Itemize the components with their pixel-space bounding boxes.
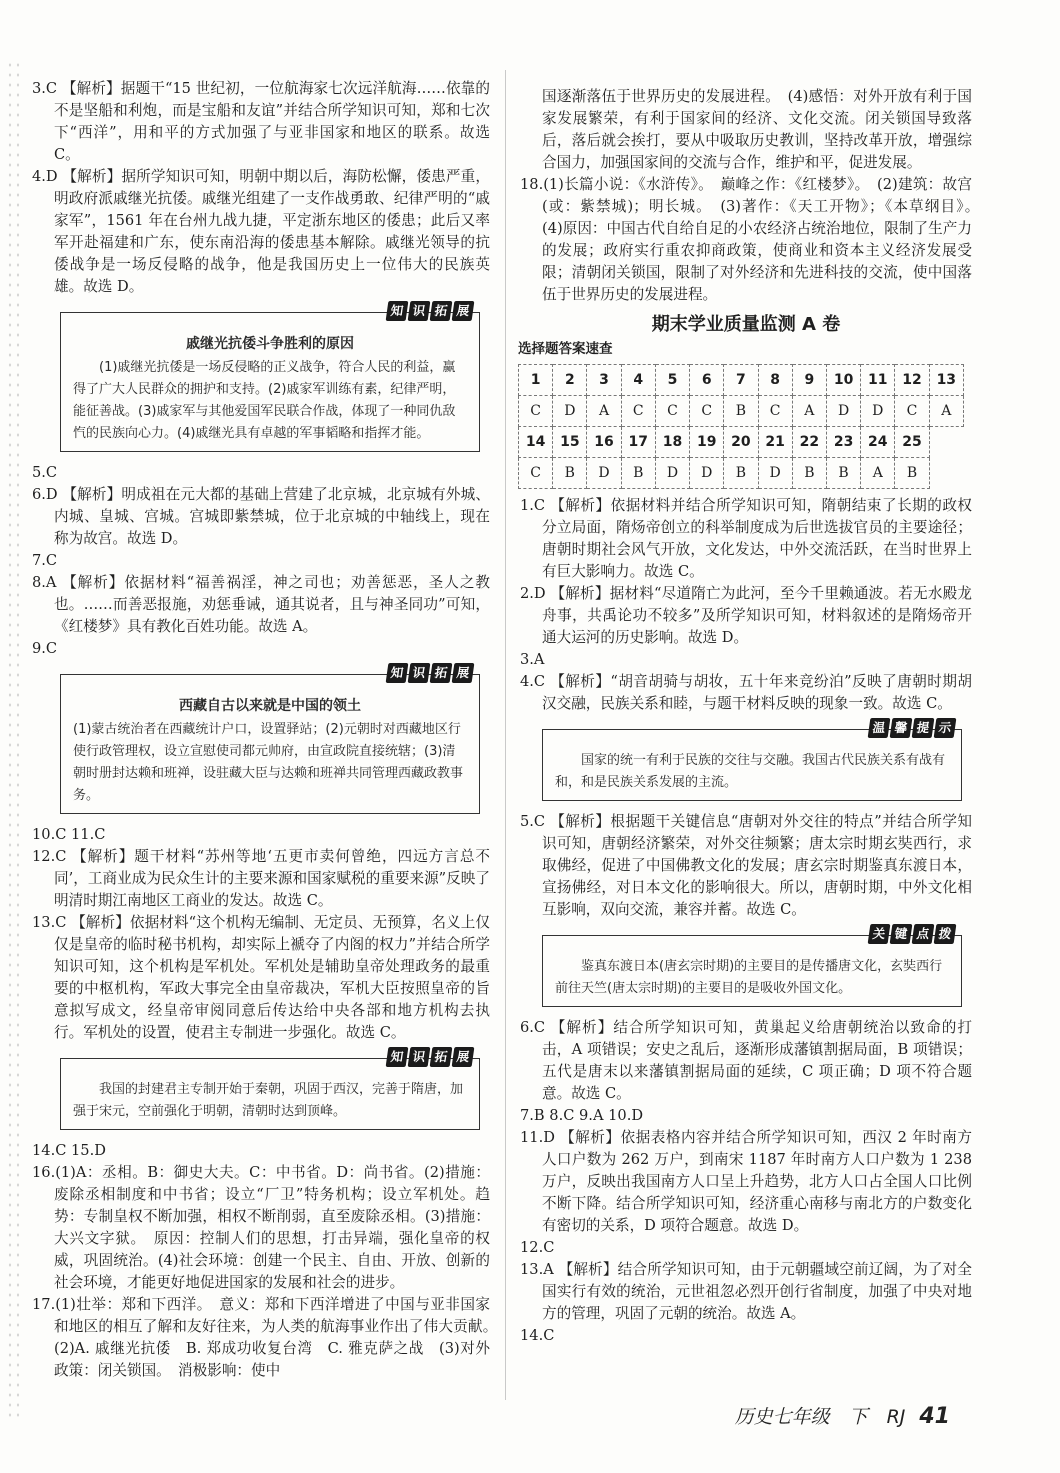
box-text: (1)蒙古统治者在西藏统计户口，设置驿站；(2)元朝时对西藏地区行使行政管理权，设立宣慰使司都元帅府，由宣政院直接统辖；(3)清朝时册封达赖和班禅，设驻藏大臣与达赖和班禅共同管理西藏政教事务。: [73, 722, 464, 803]
answer-key-letters-row-2: C B D B D D B D B B A B: [519, 458, 964, 489]
answer-key-title: 选择题答案速查: [518, 341, 613, 357]
page-number: 41: [919, 1404, 950, 1429]
answer-a6: 6.C 【解析】结合所学知识可知，黄巢起义给唐朝统治以致命的打击，A 项错误；安史之乱后，逐渐形成藩镇割据局面，B 项错误；五代是唐末以来藩镇割据局面的延续，C 项正确；D 项不符合题意。故选 C。: [520, 1019, 972, 1102]
box-title: 西藏自古以来就是中国的领土: [179, 698, 361, 714]
answer-key-numbers-row-2: 14 15 16 17 18 19 20 21 22 23 24 25: [519, 427, 964, 458]
answer-a1: 1.C 【解析】依据材料并结合所学知识可知，隋朝结束了长期的政权分立局面，隋炀帝创立的科举制度成为后世选拔官员的主要途径；唐朝时期社会风气开放，文化发达，中外交流活跃，在当时世界上有巨大影响力。故选 C。: [520, 497, 972, 580]
box-badge: 关 键 点 拨: [869, 924, 955, 944]
right-column: [518, 86, 987, 1347]
answer-a14: 14.C: [520, 1327, 555, 1344]
section-title: 期末学业质量监测 A 卷: [651, 314, 841, 335]
answer-a2: 2.D 【解析】据材料“尽道隋亡为此河，至今千里赖通波。若无水殿龙舟事，共禹论功不较多”及所学知识可知，材料叙述的是隋炀帝开通大运河的历史影响。故选 D。: [520, 585, 972, 646]
answer-a3: 3.A: [520, 651, 545, 668]
answer-a13: 13.A 【解析】结合所学知识可知，由于元朝疆域空前辽阔，为了对全国实行有效的统治，元世祖忽必烈开创行省制度，加强了中央对地方的管理，巩固了元朝的统治。故选 A。: [520, 1261, 972, 1322]
tip-box: [542, 720, 962, 801]
knowledge-box-2: [60, 665, 480, 814]
page-footer: [735, 1402, 950, 1429]
knowledge-box-3: [60, 1049, 480, 1130]
answer-q4: 4.D 【解析】据所学知识可知，明朝中期以后，海防松懈，倭患严重，明政府派戚继光抗倭。戚继光组建了一支作战勇敢、纪律严明的“戚家军”，1561 年在台州九战九捷，平定浙东地区的倭患；此后又率军开赴福建和广东，使东南沿海的倭患基本解除。戚继光领导的抗倭战争是一场反侵略的战争，他是我国历史上一位伟大的民族英雄。故选 D。: [32, 168, 490, 295]
box-text: 我国的封建君主专制开始于秦朝，巩固于西汉，完善于隋唐，加强于宋元，空前强化于明朝，清朝时达到顶峰。: [73, 1082, 464, 1119]
box-badge: 温 馨 提 示: [869, 718, 955, 738]
answer-q14-15: 14.C 15.D: [32, 1142, 106, 1159]
answer-a11: 11.D 【解析】依据表格内容并结合所学知识可知，西汉 2 年时南方人口户数为 262 万户，到南宋 1187 年时南方人口户数为 1 238 万户，反映出我国南方人口呈上升趋势，北方人口占全国人口比例不断下降。结合所学知识可知，经济重心南移与南北方的户数变化有密切的关系，D 项符合题意。故选 D。: [520, 1129, 972, 1234]
footer-subject: 历史七年级 下 RJ: [734, 1406, 906, 1428]
box-text: 鉴真东渡日本(唐玄宗时期)的主要目的是传播唐文化，玄奘西行前往天竺(唐太宗时期)的主要目的是吸收外国文化。: [555, 959, 943, 996]
binding-dots: [6, 60, 22, 1420]
answer-q7: 7.C: [32, 552, 58, 569]
answer-q16: 16.(1)A：丞相。B：御史大夫。C：中书省。D：尚书省。(2)措施：废除丞相制度和中书省；设立“厂卫”特务机构；设立军机处。趋势：专制皇权不断加强，相权不断削弱，直至废除丞相。(3)措施：大兴文字狱。 原因：控制人们的思想，打击异端，强化皇帝的权威，巩固统治。(4)社会环境：创建一个民主、自由、开放、创新的社会环境，才能更好地促进国家的发展和社会的进步。: [32, 1164, 490, 1291]
answer-a12: 12.C: [520, 1239, 555, 1256]
answer-key-table: [518, 364, 964, 489]
knowledge-box-1: [60, 303, 480, 452]
answer-q8: 8.A 【解析】依据材料“福善祸淫，神之司也；劝善惩恶，圣人之教也。……而善恶报施，劝惩垂诫，通其说者，且与神圣同功”可知，《红楼梦》具有教化百姓功能。故选 A。: [32, 574, 490, 635]
answer-a5: 5.C 【解析】根据题干关键信息“唐朝对外交往的特点”并结合所学知识可知，唐朝经济繁荣，对外交往频繁；唐太宗时期玄奘西行，求取佛经，促进了中国佛教文化的发展；唐玄宗时期鉴真东渡日本，宣扬佛经，对日本文化的影响很大。所以，唐朝时期，中外文化相互影响，双向交流，兼容并蓄。故选 C。: [520, 813, 972, 918]
box-badge: 知 识 拓 展: [387, 1047, 473, 1067]
answer-q9: 9.C: [32, 640, 58, 657]
answer-q13: 13.C 【解析】依据材料“这个机构无编制、无定员、无预算，名义上仅仅是皇帝的临时秘书机构，却实际上褫夺了内阁的权力”并结合所学知识可知，这个机构是军机处。军机处是辅助皇帝处理政务的最重要的中枢机构，军政大事完全由皇帝裁决，军机大臣按照皇帝的旨意拟写成文，经皇帝审阅同意后传达给中央各部和地方机构去执行。军机处的设置，使君主专制进一步强化。故选 C。: [32, 914, 490, 1041]
answer-q12: 12.C 【解析】题干材料“苏州等地‘五更市卖何曾绝，四远方言总不同’，工商业成为民众生计的主要来源和国家赋税的重要来源”反映了明清时期江南地区工商业的发达。故选 C。: [32, 848, 490, 909]
answer-q5: 5.C: [32, 464, 58, 481]
answer-a7-10: 7.B 8.C 9.A 10.D: [520, 1107, 644, 1124]
box-text: 国家的统一有利于民族的交往与交融。我国古代民族关系有战有和，和是民族关系发展的主流。: [555, 753, 946, 790]
column-divider: [505, 70, 506, 1400]
answer-q3: 3.C 【解析】据题干“15 世纪初，一位航海家七次远洋航海……依靠的不是坚船和利炮，而是宝船和友谊”并结合所学知识可知，郑和七次下“西洋”，用和平的方式加强了与亚非国家和地区的联系。故选 C。: [32, 80, 490, 163]
answer-q10-11: 10.C 11.C: [32, 826, 106, 843]
answer-key-letters-row-1: C D A C C C B C A D D C A: [519, 396, 964, 427]
left-column: [32, 78, 505, 1382]
box-badge: 知 识 拓 展: [387, 301, 473, 321]
answer-key-numbers-row-1: 1 2 3 4 5 6 7 8 9 10 11 12 13: [519, 365, 964, 396]
box-badge: 知 识 拓 展: [387, 663, 473, 683]
answer-q18: 18.(1)长篇小说：《水浒传》。 巅峰之作：《红楼梦》。 (2)建筑：故宫(或：紫禁城)；明长城。 (3)著作：《天工开物》；《本草纲目》。 (4)原因：中国古代自给自足的小农经济占统治地位，限制了生产力的发展；政府实行重农抑商政策，使商业和资本主义经济发展受限；清朝闭关锁国，限制了对外经济和先进科技的交流，使中国落伍于世界历史的发展进程。: [520, 176, 987, 303]
answer-q17: 17.(1)壮举：郑和下西洋。 意义：郑和下西洋增进了中国与亚非国家和地区的相互了解和友好往来，为人类的航海事业作出了伟大贡献。 (2)A. 戚继光抗倭 B. 郑成功收复台湾 C. 雅克萨之战 (3)对外政策：闭关锁国。 消极影响：使中: [32, 1296, 505, 1379]
box-title: 戚继光抗倭斗争胜利的原因: [186, 336, 354, 352]
answer-q17-continued: 国逐渐落伍于世界历史的发展进程。 (4)感悟：对外开放有利于国家发展繁荣，有利于国家间的经济、文化交流。闭关锁国导致落后，落后就会挨打，要从中吸取历史教训，坚持改革开放，增强综合国力，加强国家间的交流与合作，维护和平，促进发展。: [542, 88, 972, 171]
answer-a4: 4.C 【解析】“胡音胡骑与胡妆，五十年来竞纷泊”反映了唐朝时期胡汉交融，民族关系和睦，与题干材料反映的现象一致。故选 C。: [520, 673, 972, 712]
answer-q6: 6.D 【解析】明成祖在元大都的基础上营建了北京城，北京城有外城、内城、皇城、宫城。宫城即紫禁城，位于北京城的中轴线上，现在称为故宫。故选 D。: [32, 486, 490, 547]
box-text: (1)戚继光抗倭是一场反侵略的正义战争，符合人民的利益，赢得了广大人民群众的拥护和支持。(2)戚家军训练有素，纪律严明，能征善战。(3)戚家军与其他爱国军民联合作战，体现了一种同仇敌忾的民族向心力。(4)戚继光具有卓越的军事韬略和指挥才能。: [73, 360, 456, 441]
key-point-box: [542, 926, 962, 1007]
